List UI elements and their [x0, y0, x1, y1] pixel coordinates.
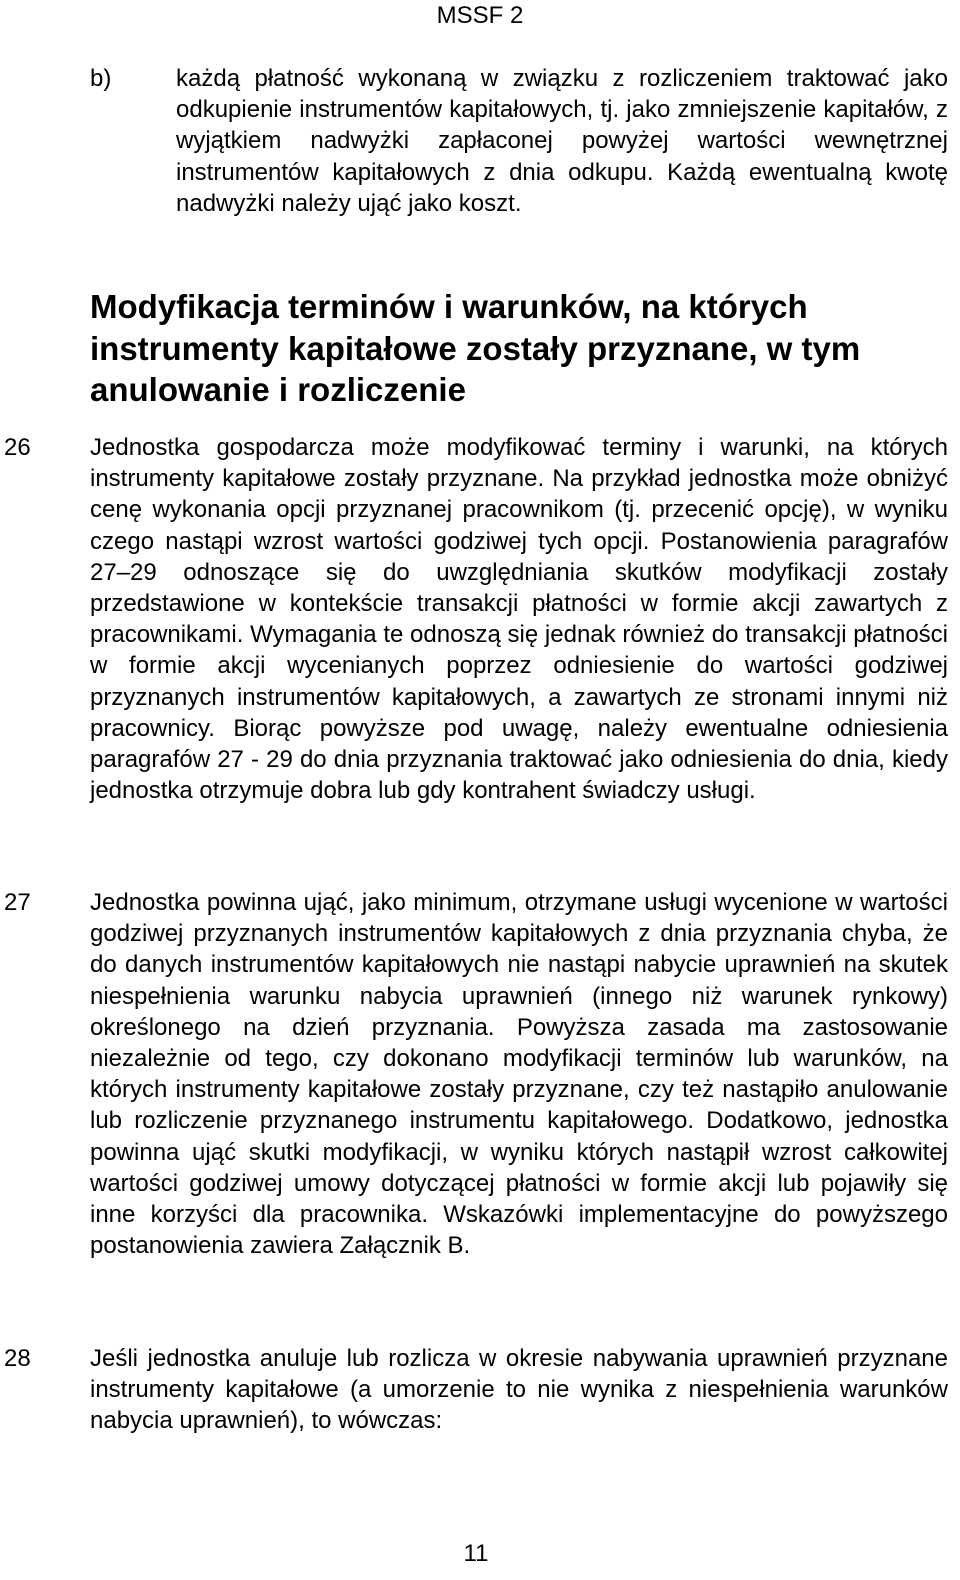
- paragraph-number: 26: [4, 434, 31, 461]
- paragraph-text: Jednostka powinna ująć, jako minimum, otrzymane usługi wycenione w wartości godziwej przyznanych instrumentów kapitałowych z dnia przyznania chyba, że do danych instrumentów kapitałowych nie nastąpi nabycie uprawnień na skutek niespełnienia warunku nabycia uprawnień (innego niż warunek rynkowy) określonego na dzień przyznania. Powyższa zasada ma zastosowanie niezależnie od tego, czy dokonano modyfikacji terminów lub warunków, na których instrumenty kapitałowe zostały przyznane, czy też nastąpiło anulowanie lub rozliczenie przyznanego instrumentu kapitałowego. Dodatkowo, jednostka powinna ująć skutki modyfikacji, w wyniku których nastąpił wzrost całkowitej wartości godziwej umowy dotyczącej płatności w formie akcji lub pojawiły się inne korzyści dla pracownika. Wskazówki implementacyjne do powyższego postanowienia zawiera Załącznik B.: [90, 889, 948, 1260]
- paragraph-number: 28: [4, 1345, 31, 1372]
- section-heading: Modyfikacja terminów i warunków, na których instrumenty kapitałowe zostały przyznane, w tym anulowanie i rozliczenie: [90, 288, 861, 408]
- page-header: MSSF 2: [436, 2, 524, 29]
- paragraph-number: 27: [4, 889, 31, 916]
- list-item-text: każdą płatność wykonaną w związku z rozliczeniem traktować jako odkupienie instrumentów kapitałowych, tj. jako zmniejszenie kapitałów, z wyjątkiem nadwyżki zapłaconej powyżej wartości wewnętrznej instrumentów kapitałowych z dnia odkupu. Każdą ewentualną kwotę nadwyżki należy ująć jako koszt.: [176, 65, 948, 217]
- page-number: 11: [463, 1540, 489, 1567]
- paragraph-text: Jednostka gospodarcza może modyfikować terminy i warunki, na których instrumenty kapitałowe zostały przyznane. Na przykład jednostka może obniżyć cenę wykonania opcji przyznanej pracownikom (tj. przecenić opcję), w wyniku czego nastąpi wzrost wartości godziwej tych opcji. Postanowienia paragrafów 27–29 odnoszące się do uwzględniania skutków modyfikacji zostały przedstawione w kontekście transakcji płatności w formie akcji zawartych z pracownikami. Wymagania te odnoszą się jednak również do transakcji płatności w formie akcji wycenianych poprzez odniesienie do wartości godziwej przyznanych instrumentów kapitałowych, a zawartych ze stronami innymi niż pracownicy. Biorąc powyższe pod uwagę, należy ewentualne odniesienia paragrafów 27 - 29 do dnia przyznania traktować jako odniesienia do dnia, kiedy jednostka otrzymuje dobra lub gdy kontrahent świadczy usługi.: [90, 434, 948, 805]
- paragraph-text: Jeśli jednostka anuluje lub rozlicza w okresie nabywania uprawnień przyznane instrumenty kapitałowe (a umorzenie to nie wynika z niespełnienia warunków nabycia uprawnień), to wówczas:: [90, 1345, 948, 1435]
- list-marker: b): [90, 65, 112, 92]
